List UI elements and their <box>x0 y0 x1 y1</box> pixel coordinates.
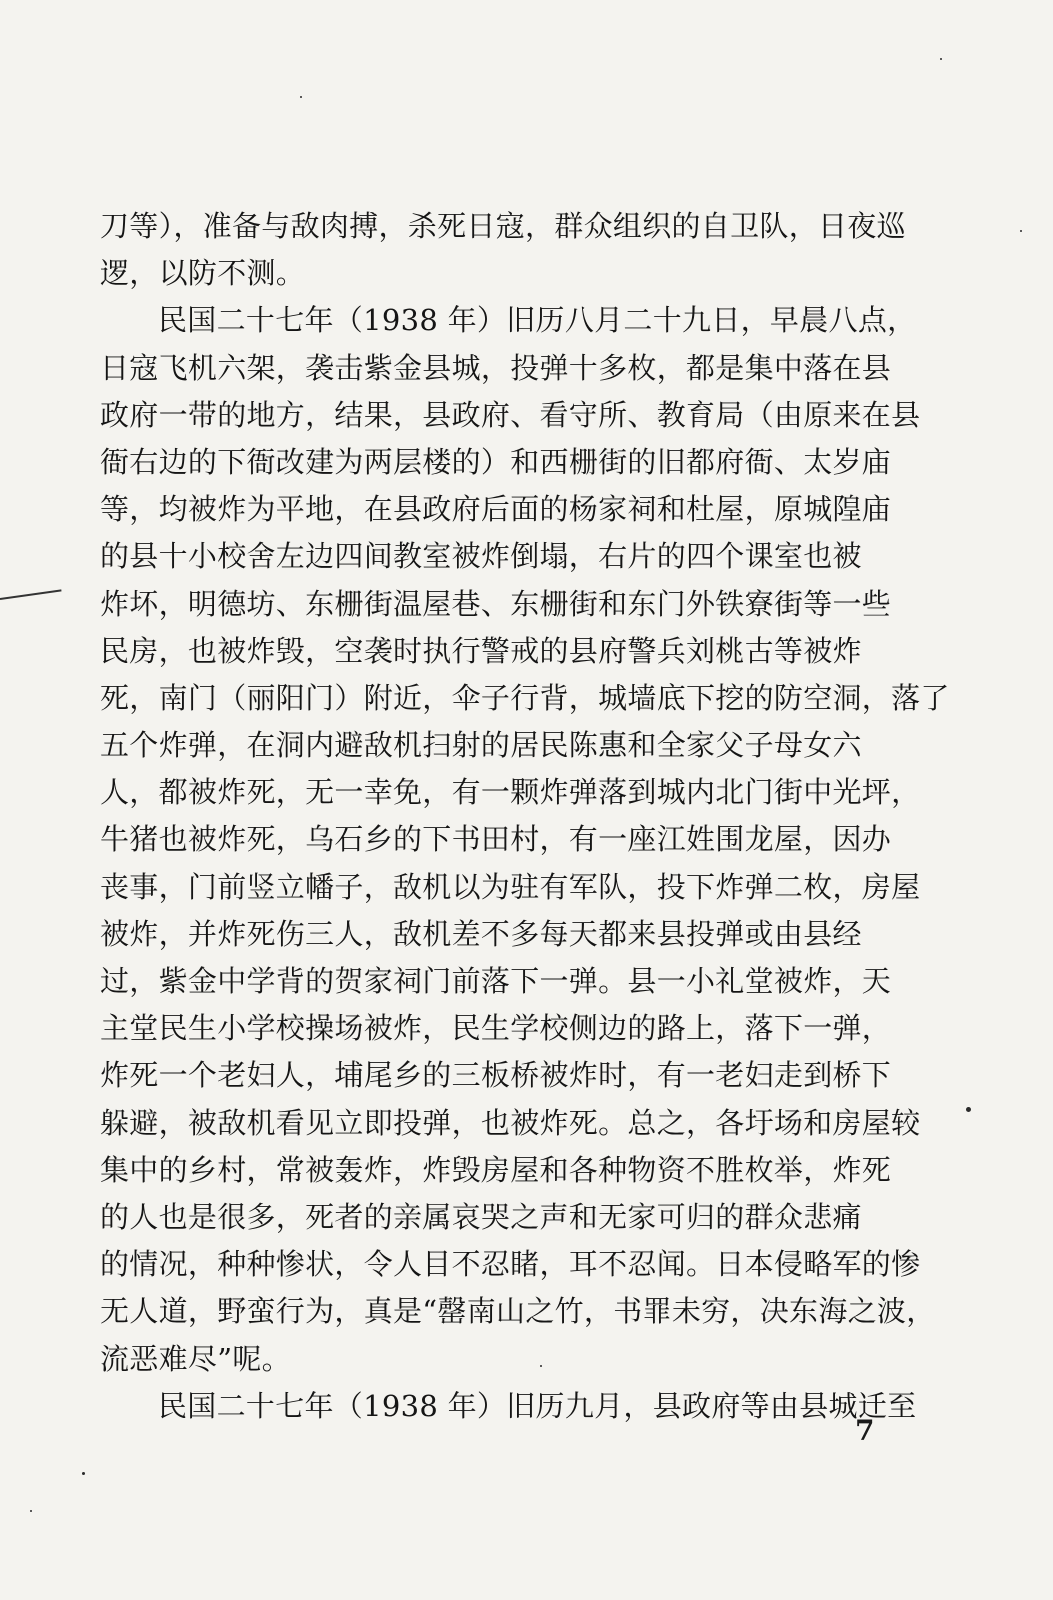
text-line: 民房，也被炸毁，空袭时执行警戒的县府警兵刘桃古等被炸 <box>100 633 862 668</box>
text-line: 逻，以防不测。 <box>100 256 306 291</box>
text-line: 政府一带的地方，结果，县政府、看守所、教育局（由原来在县 <box>100 397 921 432</box>
text-line: 丧事，门前竖立幡子，敌机以为驻有军队，投下炸弹二枚，房屋 <box>100 869 921 904</box>
text-line: 被炸，并炸死伤三人，敌机差不多每天都来县投弹或由县经 <box>100 916 862 951</box>
scan-speckle <box>940 58 942 60</box>
text-line: 衙右边的下衙改建为两层楼的）和西栅街的旧都府衙、太岁庙 <box>100 444 892 479</box>
scan-speckle <box>30 1510 32 1512</box>
paragraph-3 <box>100 1383 922 1430</box>
text-line: 集中的乡村，常被轰炸，炸毁房屋和各种物资不胜枚举，炸死 <box>100 1152 892 1187</box>
scan-speckle <box>966 1107 971 1112</box>
text-line: 刀等），准备与敌肉搏，杀死日寇，群众组织的自卫队，日夜巡 <box>100 209 906 243</box>
text-line: 牛猪也被炸死，乌石乡的下书田村，有一座江姓围龙屋，因办 <box>100 822 892 857</box>
body-text <box>100 203 950 1430</box>
text-line: 日寇飞机六架，袭击紫金县城，投弹十多枚，都是集中落在县 <box>100 350 892 385</box>
paragraph-1 <box>100 203 922 297</box>
text-line: 的情况，种种惨状，令人目不忍睹，耳不忍闻。日本侵略军的惨 <box>100 1247 921 1282</box>
scan-speckle <box>1020 230 1022 232</box>
paragraph-2 <box>100 297 950 1382</box>
scan-speckle <box>82 1472 85 1475</box>
text-line: 人，都被炸死，无一幸免，有一颗炸弹落到城内北门街中光坪， <box>100 775 921 810</box>
text-line: 死，南门（丽阳门）附近，伞子行背，城墙底下挖的防空洞，落了 <box>100 680 950 715</box>
text-line: 五个炸弹，在洞内避敌机扫射的居民陈惠和全家父子母女六 <box>100 728 862 763</box>
text-line: 的人也是很多，死者的亲属哀哭之声和无家可归的群众悲痛 <box>100 1199 862 1234</box>
text-line: 无人道，野蛮行为，真是“罄南山之竹，书罪未穷，决东海之波， <box>100 1294 936 1329</box>
scan-speckle <box>300 96 302 98</box>
text-line: 炸坏，明德坊、东栅街温屋巷、东栅街和东门外铁寮街等一些 <box>100 586 892 621</box>
text-line: 的县十小校舍左边四间教室被炸倒塌，右片的四个课室也被 <box>100 539 862 574</box>
page-number: 7 <box>855 1414 875 1447</box>
text-line: 等，均被炸为平地，在县政府后面的杨家祠和杜屋，原城隍庙 <box>100 492 892 527</box>
text-line: 主堂民生小学校操场被炸，民生学校侧边的路上，落下一弹， <box>100 1011 892 1046</box>
text-line: 民国二十七年（1938 年）旧历九月，县政府等由县城迁至 <box>158 1388 917 1423</box>
text-line: 躲避，被敌机看见立即投弹，也被炸死。总之，各圩场和房屋较 <box>100 1105 921 1140</box>
scan-edge-mark <box>0 589 62 600</box>
text-line: 民国二十七年（1938 年）旧历八月二十九日，早晨八点， <box>158 303 917 338</box>
text-line: 炸死一个老妇人，埔尾乡的三板桥被炸时，有一老妇走到桥下 <box>100 1058 892 1093</box>
text-line: 流恶难尽”呢。 <box>100 1341 291 1376</box>
text-line: 过，紫金中学背的贺家祠门前落下一弹。县一小礼堂被炸，天 <box>100 964 892 998</box>
